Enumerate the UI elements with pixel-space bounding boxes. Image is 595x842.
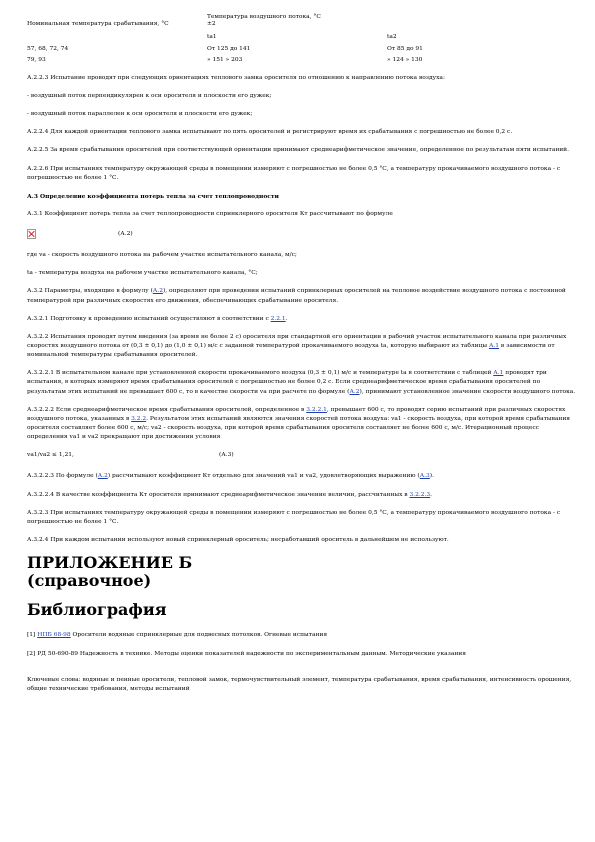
link-npb-68-98[interactable]: НПБ 68-98 [37,632,71,639]
temperature-table [27,14,578,64]
paragraph-where-ta: ta - температура воздуха на рабочем участке испытательного канала, °С; [27,270,258,277]
table-row [27,41,578,53]
table-cell: » 124 » 130 [387,56,423,63]
paragraph-a321: А.3.2.1 Подготовку к проведению испытаний осуществляют в соответствии с 2.2.1. [27,315,288,322]
link-table-a1[interactable]: А.1 [493,370,504,377]
appendix-title-line2: (справочное) [27,571,152,591]
table-cell: 57, 68, 72, 74 [27,46,69,53]
table-subheader-empty [27,29,207,41]
list-item-parallel: - воздушный поток параллелен к оси оросителя и плоскости его дужек; [27,111,253,118]
formula-number: (А.2) [118,230,133,237]
table-subheader-ta1: ta1 [207,33,217,40]
list-item-perpendicular: - воздушный поток перпендикулярен к оси оросителя и плоскости его дужек; [27,93,272,100]
paragraph-a31: А.3.1 Коэффициент потерь тепла за счет теплопроводности спринклерного оросителя Кт рассчитывают по формуле [27,211,393,217]
document-page [27,14,578,703]
paragraph-a225: А.2.2.5 За время срабатывания оросителей при соответствующей ориентации принимают среднеарифметическое значение, определенное по результатам пяти испытаний. [27,147,569,154]
appendix-title-line1: ПРИЛОЖЕНИЕ Б [27,553,193,573]
keywords: Ключевые слова: водяные и пенные оросители, тепловой замок, термочувствительный элемент, температура срабатывания, время срабатывания, интенсивность орошения, общие технические требования, методы испытаний [27,676,572,692]
formula-a2 [27,229,578,239]
paragraph-a224: А.2.2.4 Для каждой ориентации теплового замка испытывают по пять оросителей и регистрируют время их срабатывания с погрешностью не более 0,2 с. [27,129,513,136]
link-formula-a2[interactable]: А.2 [349,388,360,395]
paragraph-a324: А.3.2.4 При каждом испытании используют новый спринклерный ороситель; несработавший ороситель в дальнейшем не используют. [27,536,449,543]
paragraph-a323: А.3.2.3 При испытаниях температуру окружающей среды в помещении измеряют с погрешностью не более 0,5 °С, а температуру прокачиваемого воздушного потока - с погрешностью не более 1 °С. [27,509,561,525]
link-section-322[interactable]: 3.2.2 [131,415,147,422]
paragraph-a3221: А.3.2.2.1 В испытательном канале при установленной скорости прокачиваемого воздуха (0,3 ± 0,1) м/с и температуре ta в соответствии с таблицей А.1 проводят три испытания, в которых измеряют время срабатывания оросителей с погрешностью не более 0,2 с. Если среднеарифметическое время срабатывания оросителей по результатам этих испытаний не превышает 600 с, то в качестве скорости va при расчете по формуле (А.2), принимают установленное значение скорости воздушного потока. [27,370,576,395]
table-cell: 79, 93 [27,56,46,63]
table-cell: От 125 до 141 [207,46,251,53]
link-table-a1[interactable]: А.1 [488,342,500,349]
reference-item: [2] РД 50-690-89 Надежность в технике. Методы оценки показателей надежности по экспериментальным данным. Методические указания [27,651,466,658]
table-header-air-temp [207,14,578,29]
table-header-air-temp-label: Температура воздушного потока, °С [207,14,321,20]
table-cell: » 151 » 203 [207,56,243,63]
paragraph-a3223: А.3.2.2.3 По формуле (А.2) рассчитывают коэффициент Кт отдельно для значений va1 и va2, удовлетворяющих выражению (А.3). [27,473,434,480]
bibliography-title: Библиография [27,599,167,619]
paragraph-where-va: где va - скорость воздушного потока на рабочем участке испытательного канала, м/с; [27,252,297,259]
link-section-221[interactable]: 2.2.1 [270,315,286,322]
link-formula-a2[interactable]: А.2 [152,288,163,295]
paragraph-a226: А.2.2.6 При испытаниях температуру окружающей среды в помещении измеряют с погрешностью не более 0,5 °С, а температуру прокачиваемого воздушного потока - с погрешностью не более 1 °С. [27,165,561,181]
reference-item: [1] НПБ 68-98 Оросители водяные спринклерные для подвесных потолков. Огневые испытания [27,632,328,639]
inequality-number: (А.3) [219,452,234,459]
section-heading-a3: А.3 Определение коэффициента потерь тепла за счет теплопроводности [27,192,279,200]
table-cell: От 85 до 91 [387,46,423,53]
paragraph-a32: А.3.2 Параметры, входящие в формулу (А.2), определяют при проведении испытаний спринклерных оросителей на тепловое воздействие воздушного потока с постоянной температурой при различных скоростях его движения, обеспечивающих срабатывание оросителя. [27,288,566,304]
inequality-a3 [27,451,578,460]
paragraph-a322: А.3.2.2 Испытания проводят путем введения (за время не более 2 с) оросителя при стандартной его ориентации в рабочий участок испытательного канала при различных скоростях воздушного потока от (0,3 ± 0,1) до (1,0 ± 0,1) м/с с заданной температурой прокачиваемого воздуха ta, которую выбирают из таблицы А.1 в зависимости от номинальной температуры срабатывания оросителей. [27,333,567,359]
paragraph-a223: А.2.2.3 Испытание проводят при следующих ориентациях теплового замка оросителя по отношению к направлению потока воздуха: [27,74,445,81]
paragraph-a3222: А.3.2.2.2 Если среднеарифметическое время срабатывания оросителей, определенное в 3.2.2.1, превышает 600 с, то проводят серию испытаний при различных скоростях воздушного потока, указанных в 3.2.2. Результатом этих испытаний являются значения скоростей потока воздуха: va1 - скорость воздуха, при которой время срабатывания оросителя составляет более 600 с, м/с; va2 - скорость воздуха, при которой время срабатывания оросителя составляет не более 600 с, м/с. Итерационный процесс определения va1 и va2 прекращают при достижении условия [27,406,571,441]
broken-image-icon [27,229,36,239]
table-header-nominal: Номинальная температура срабатывания, °С [27,21,169,28]
table-header-air-temp-tolerance: ±2 [207,21,216,28]
paragraph-a3224: А.3.2.2.4 В качестве коэффициента Кт оросителя принимают среднеарифметическое значение величин, рассчитанных в 3.2.2.3. [27,491,432,498]
table-subheader-ta2: ta2 [387,33,397,40]
link-section-3223[interactable]: 3.2.2.3 [409,491,431,498]
inequality-expression: va1/va2 ≤ 1,21, [27,452,74,459]
link-section-3221[interactable]: 3.2.2.1 [306,406,327,413]
link-formula-a2[interactable]: А.2 [97,473,108,480]
appendix-title [27,554,578,591]
table-row [27,54,578,64]
link-formula-a3[interactable]: А.3 [419,473,430,480]
